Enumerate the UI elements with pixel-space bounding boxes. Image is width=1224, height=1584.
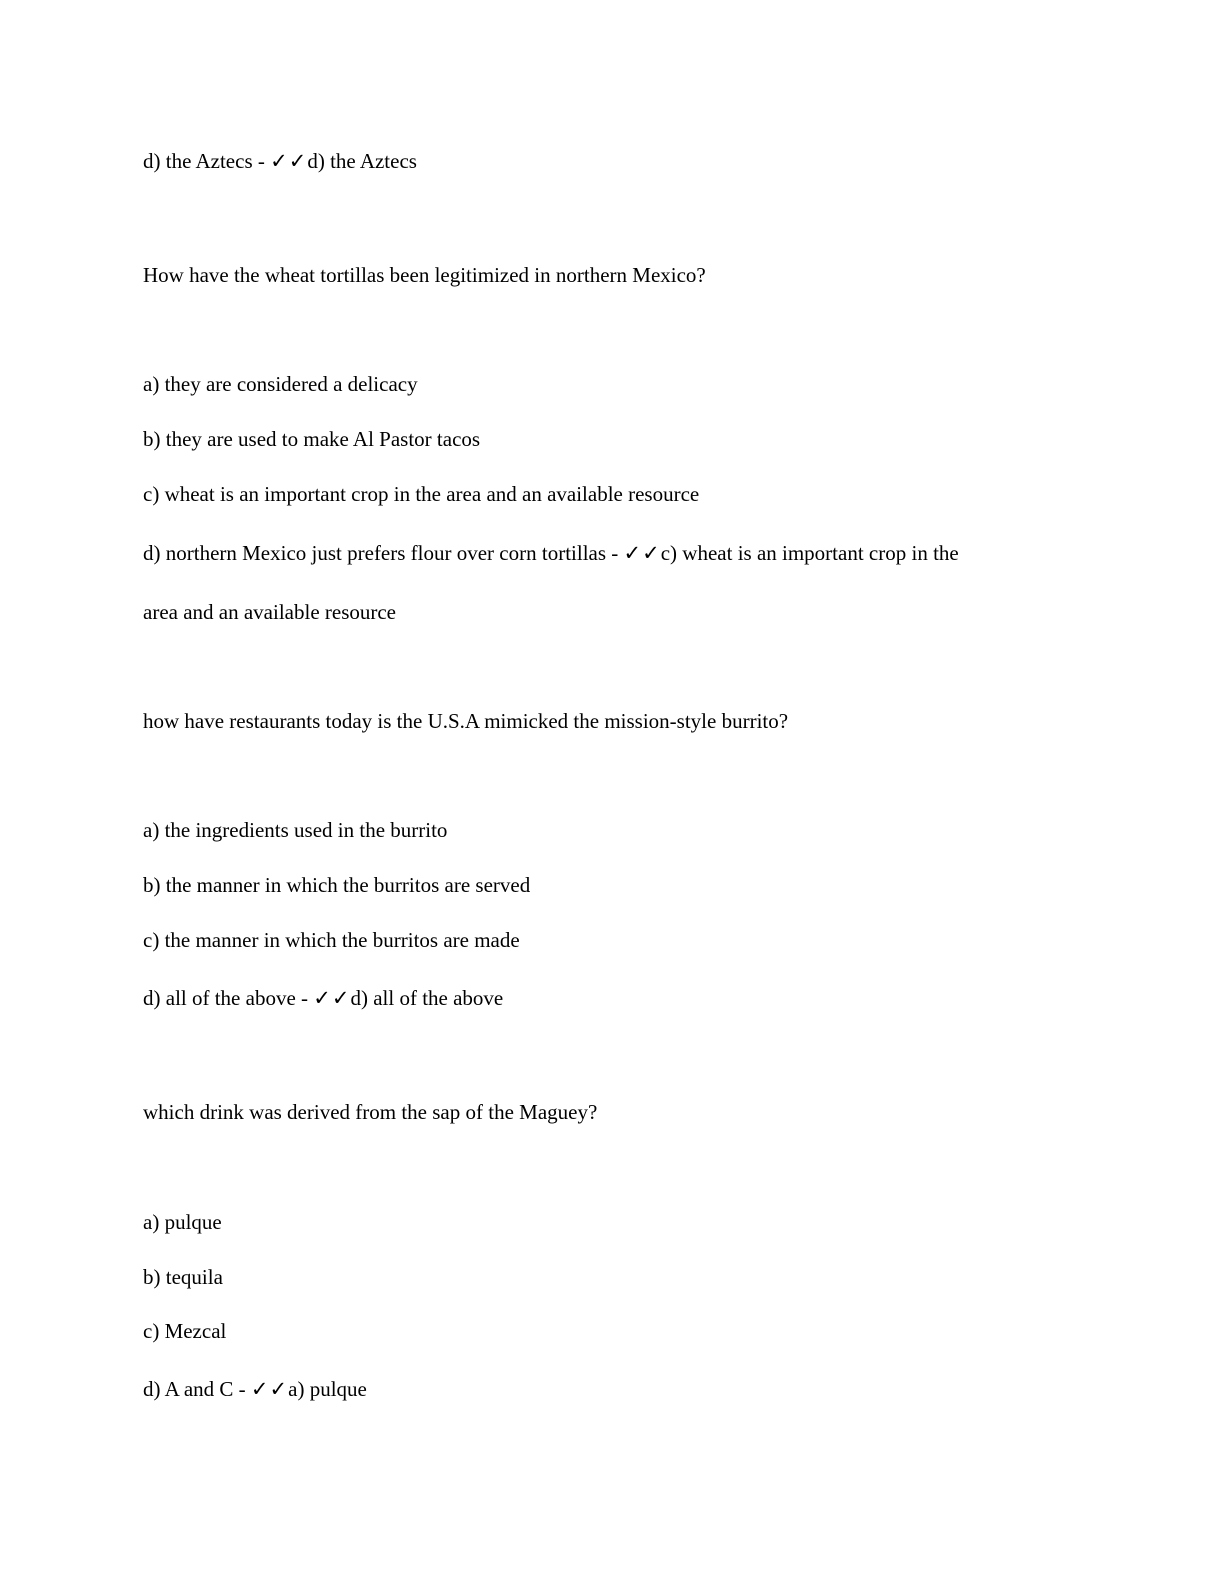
- option-c: c) Mezcal: [143, 1319, 227, 1343]
- answer-prefix: d) all of the above -: [143, 986, 314, 1010]
- correct-answer: d) all of the above: [350, 986, 504, 1010]
- option-a: a) they are considered a delicacy: [143, 372, 418, 396]
- answer-line: [143, 985, 503, 1011]
- double-check-icon: ✓✓: [313, 986, 351, 1010]
- option-c: c) the manner in which the burritos are made: [143, 928, 520, 952]
- double-check-icon: ✓✓: [270, 149, 308, 173]
- option-b: b) the manner in which the burritos are served: [143, 873, 531, 897]
- option-b: b) tequila: [143, 1265, 223, 1289]
- answer-prefix: d) the Aztecs -: [143, 149, 271, 173]
- option-a: a) the ingredients used in the burrito: [143, 818, 448, 842]
- correct-answer-continuation: area and an available resource: [143, 600, 397, 624]
- correct-answer: c) wheat is an important crop in the: [660, 541, 959, 565]
- correct-answer: d) the Aztecs: [307, 149, 417, 173]
- answer-line: [143, 1376, 367, 1402]
- answer-line: [143, 540, 959, 566]
- option-c: c) wheat is an important crop in the area and an available resource: [143, 482, 700, 506]
- double-check-icon: ✓✓: [250, 1377, 289, 1401]
- answer-line: [143, 148, 417, 174]
- question-text: How have the wheat tortillas been legitimized in northern Mexico?: [143, 263, 706, 287]
- question-text: how have restaurants today is the U.S.A mimicked the mission-style burrito?: [143, 709, 789, 733]
- answer-prefix: d) A and C -: [143, 1377, 251, 1401]
- question-text: which drink was derived from the sap of the Maguey?: [143, 1100, 598, 1124]
- answer-prefix: d) northern Mexico just prefers flour over corn tortillas -: [143, 541, 624, 565]
- correct-answer: a) pulque: [288, 1377, 367, 1401]
- double-check-icon: ✓✓: [623, 541, 661, 565]
- option-a: a) pulque: [143, 1210, 222, 1234]
- option-b: b) they are used to make Al Pastor tacos: [143, 427, 481, 451]
